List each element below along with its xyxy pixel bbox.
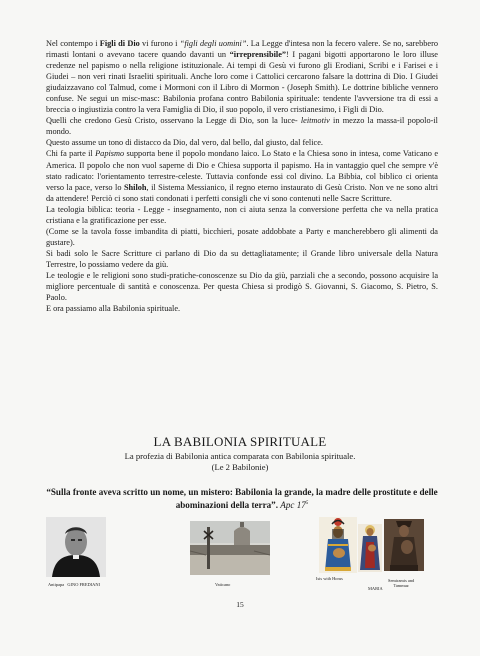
- bold-text: Shiloh: [123, 182, 147, 192]
- bible-quote: [46, 486, 438, 511]
- bold-text: Figli di Dio: [99, 39, 140, 48]
- quote-ref-book: Apc 17: [280, 500, 306, 511]
- semiramis-label: Semiramis and: [388, 578, 415, 583]
- quote-reference: [280, 500, 308, 510]
- maria-caption: MARIA: [368, 586, 383, 591]
- paragraph: [46, 204, 438, 226]
- paragraph: [46, 148, 438, 203]
- paragraph: [46, 137, 438, 148]
- vatican-caption: Vaticano: [215, 582, 231, 587]
- antipope-name: GINO FREDIANI: [67, 582, 100, 587]
- text-run: in mezzo la massa-il popolo-il mondo.: [46, 116, 438, 137]
- semiramis-caption: [388, 578, 414, 588]
- section-subtitle: [0, 451, 480, 473]
- section-title: LA BABILONIA SPIRITUALE: [153, 434, 327, 449]
- paragraph: [46, 38, 438, 115]
- body-text: [46, 38, 438, 314]
- text-run: vi furono i: [139, 39, 180, 48]
- text-run: E ora passiamo alla Babilonia spirituale.: [46, 304, 181, 314]
- text-run: supporta bene il popolo mondano laico. Lo Stato e la Chiesa sono in intesa, come Vaticano e America. Il popolo che non vuol saperne di Dio e Chiesa supporta il papismo. Ha in vantaggio quel che sempre v'è stato radicato: l'orientamento terrestre-celeste. Tuttavia confonde essi col divino. La Bibbia, col biblico ci orienta verso la pace, verso lo: [46, 149, 439, 192]
- italic-text: Papismo: [95, 149, 125, 159]
- antipope-caption: [48, 582, 100, 587]
- vatican-image: [190, 521, 270, 575]
- paragraph: [46, 226, 438, 248]
- text-run: Quelli che credono Gesù Cristo, osservano la Legge di Dio, son la luce-: [46, 116, 301, 126]
- paragraph: [46, 248, 438, 270]
- subtitle-line-2: (Le 2 Babilonie): [211, 462, 269, 472]
- maria-image: [358, 524, 382, 572]
- bold-text: “irreprensibile”: [229, 50, 287, 60]
- paragraph: [46, 303, 438, 314]
- text-run: Questo assume un tono di distacco da Dio, dal vero, dal bello, dal giusto, dal felice.: [46, 138, 323, 148]
- antipope-portrait-image: [46, 517, 106, 577]
- text-run: Chi fa parte il: [46, 149, 96, 159]
- text-run: , il Sistema Messianico, il regno eterno instaurato di Gesù Cristo. Non ve ne sono altri da attendere! Perciò ci sono stati condonati i perfetti consigli che vi sono contenuti nelle Sacre Scritture.: [46, 182, 438, 203]
- tammuz-label: Tammuz: [393, 583, 409, 588]
- text-run: Le teologie e le religioni sono studi-pratiche-conoscenze su Dio da giù, parziali che a secondo, possono acquisire la migliore percentuale di santità e conoscenza. Per questa Chiesa si prodigò S. Giovanni, S. Giacomo, S. Pietro, S. Paolo.: [46, 270, 438, 303]
- text-run: . La Legge d'intesa non la fecero valere. Se no, sarebbero rimasti lontani o avevano tacere quando davanti un: [46, 39, 438, 60]
- text-run: Si badi solo le Sacre Scritture ci parlano di Dio da su dettagliatamente; il Grande libro universale della Natura Terrestre, lo possiamo vedere da giù.: [46, 248, 438, 269]
- semiramis-tammuz-image: [384, 519, 424, 571]
- paragraph: [46, 270, 438, 303]
- page-number: 15: [236, 600, 244, 609]
- quote-ref-verse: 5: [305, 501, 309, 506]
- subtitle-line-1: La profezia di Babilonia antica comparata con Babilonia spirituale.: [124, 451, 356, 461]
- italic-text: “figli degli uomini”: [179, 39, 247, 48]
- quote-text: “Sulla fronte aveva scritto un nome, un mistero: Babilonia la grande, la madre delle prostitute e delle abominazioni della terra”.: [46, 487, 438, 511]
- italic-text: leitmotiv: [300, 116, 330, 126]
- text-run: Nel contempo i: [46, 39, 100, 48]
- isis-horus-image: [319, 517, 357, 573]
- text-run: La teologia biblica: teoria - Legge - insegnamento, non ci aiuta senza la conversione perfetta che va nella pratica cristiana e la gratificazione per esse.: [46, 204, 438, 225]
- antipope-label: Antipapa: [48, 582, 65, 587]
- text-run: (Come se la tavola fosse imbandita di piatti, bicchieri, posate addobbate a Party e mancherebbero gli alimenti da gustare).: [46, 226, 438, 247]
- isis-caption: Isis with Horus: [316, 576, 343, 581]
- text-run: ! I pagani bigotti apportarono le loro illuse credenze nel papismo o nella religione istituzionale. Ai tempi di Gesù vi furono gli Erodiani, Scribi e i Farisei e i Giudei – non veri rinati Israeliti spirituali. Anche loro come i Cattolici cercarono falsare la dottrina di Dio. I Giudei giudaizzavano col Talmud, come i Mormoni con il Libro di Mormon - (Joseph Smith). Le dottrine bibliche vennero confuse. Ne segui un misc-masc: Babilonia profana contro Babilonia spirituale: tendente l'avversione tra di essi a breccia o ingiustizia contro la vera Famiglia di Dio, il suo popolo, il vero cristianesimo, i Figli di Dio.: [46, 50, 438, 115]
- paragraph: [46, 115, 438, 137]
